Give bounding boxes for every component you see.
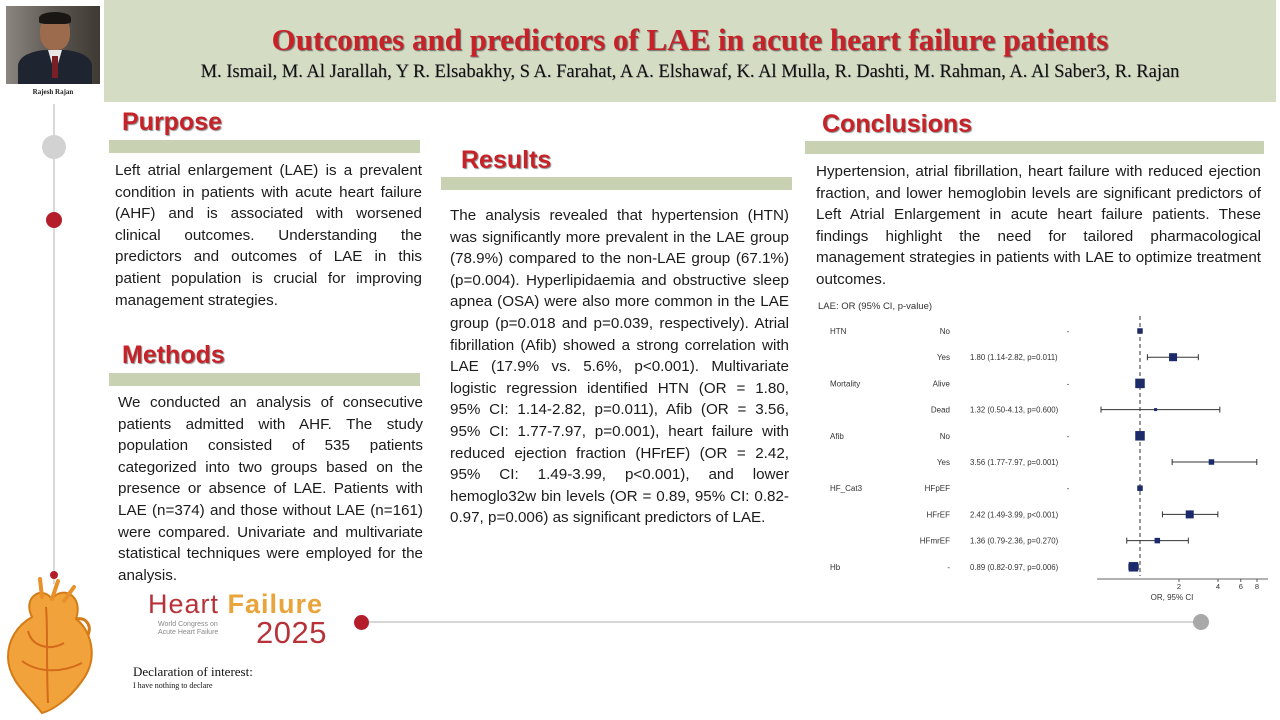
timeline-line [53, 104, 55, 584]
forest-level-label: No [939, 431, 950, 441]
bottom-line [362, 621, 1202, 623]
forest-level-label: Alive [932, 379, 950, 389]
conclusions-text: Hypertension, atrial fibrillation, heart failure with reduced ejection fraction, and lower hemoglobin levels are significant predictors of Left Atrial Enlargement in acute heart failure patients. These findings highlight the need for tailored pharmacological management strategies in patients with LAE to optimize treatment outcomes. [816, 163, 1261, 288]
forest-x-tick-label: 6 [1238, 582, 1243, 591]
forest-level-label: HFpEF [924, 484, 950, 494]
forest-estimate-label: - [1066, 431, 1070, 441]
author-photo [6, 6, 100, 84]
forest-point [1129, 562, 1139, 572]
forest-estimate-label: 3.56 (1.77-7.97, p=0.001) [970, 458, 1059, 467]
logo-subtitle [158, 621, 218, 637]
methods-text: We conducted an analysis of consecutive patients admitted with AHF. The study population consisted of 535 patients categorized into two groups based on the presence or absence of LAE. Patients with LAE (n=374) and those without LAE (n=161) were compared. Univariate and multivariate statistical techniques were employed for the analysis. [118, 394, 423, 584]
forest-level-label: HFrEF [926, 510, 950, 520]
forest-level-label: Dead [930, 405, 950, 415]
conclusions-heading: Conclusions [822, 110, 973, 138]
logo-failure-text: Failure [227, 589, 324, 619]
logo-sub2: Acute Heart Failure [158, 629, 219, 636]
forest-estimate-label: 1.32 (0.50-4.13, p=0.600) [970, 405, 1059, 415]
bottom-dot-grey [1193, 614, 1209, 630]
forest-level-label: - [947, 562, 950, 572]
forest-estimate-label: - [1066, 379, 1070, 389]
forest-xlabel: OR, 95% CI [1150, 593, 1194, 602]
forest-level-label: Yes [936, 458, 950, 467]
forest-estimate-label: 1.80 (1.14-2.82, p=0.011) [970, 353, 1058, 363]
forest-x-tick-label: 4 [1215, 582, 1221, 591]
methods-heading: Methods [122, 341, 225, 369]
forest-level-label: HFmrEF [919, 536, 950, 546]
forest-variable-label: Afib [830, 431, 844, 441]
forest-point [1169, 353, 1177, 361]
forest-level-label: Yes [936, 353, 950, 363]
timeline-dot-grey [42, 135, 66, 159]
logo-sub1: World Congress on [158, 621, 218, 628]
results-text: The analysis revealed that hypertension (HTN) was significantly more prevalent in the LAE group (78.9%) compared to the non-LAE group (67.1%) (p=0.004). Hyperlipidaemia and obstructive sleep apnea (OSA) were also more common in the LAE group (p=0.018 and p=0.039, respectively). Atrial fibrillation (Afib) showed a strong correlation with LAE (17.9% vs. 5.6%, p<0.001). Multivariate logistic regression identified HTN (OR = 1.80, 95% CI: 1.14-2.82, p=0.011), Afib (OR = 3.56, 95% CI: 1.77-7.97, p=0.001), heart failure with reduced ejection fraction (HFrEF) (OR = 2.42, 95% CI: 1.49-3.99, p<0.001), and lower hemoglo32w bin levels (OR = 0.89, 95% CI: 0.82-0.97, p=0.006) as significant predictors of LAE. [450, 207, 789, 527]
logo-heart-text: Heart [148, 589, 220, 619]
results-heading: Results [461, 146, 552, 174]
forest-estimate-label: - [1066, 484, 1070, 494]
forest-estimate-label: 1.36 (0.79-2.36, p=0.270) [970, 536, 1059, 546]
forest-point [1186, 510, 1194, 518]
forest-point [1155, 538, 1161, 544]
forest-estimate-label: 2.42 (1.49-3.99, p<0.001) [970, 510, 1059, 520]
bottom-dot-red [354, 615, 369, 630]
forest-variable-label: HF_Cat3 [830, 484, 863, 494]
forest-x-tick-label: 8 [1254, 582, 1260, 591]
purpose-heading: Purpose [122, 108, 223, 136]
logo-year: 2025 [256, 615, 327, 650]
forest-title: LAE: OR (95% CI, p-value) [818, 301, 933, 312]
forest-variable-label: Hb [830, 562, 841, 572]
declaration-text: I have nothing to declare [133, 681, 213, 690]
conclusions-bar [805, 141, 1264, 154]
forest-variable-label: HTN [830, 327, 847, 336]
forest-level-label: No [939, 327, 950, 336]
poster-title: Outcomes and predictors of LAE in acute heart failure patients [271, 22, 1109, 57]
forest-point [1209, 459, 1215, 465]
purpose-text: Left atrial enlargement (LAE) is a prevalent condition in patients with acute heart failure (AHF) and is associated with worsened clinical outcomes. Understanding the predictors and outcomes of LAE in this patient population is crucial for improving management strategies. [115, 162, 422, 309]
results-bar [441, 177, 792, 190]
heart-illustration [2, 577, 102, 717]
timeline-dot-red [46, 212, 62, 228]
photo-caption: Rajesh Rajan [32, 88, 74, 96]
forest-estimate-label: 0.89 (0.82-0.97, p=0.006) [970, 562, 1059, 572]
author-list: M. Ismail, M. Al Jarallah, Y R. Elsabakhy, S A. Farahat, A A. Elshawaf, K. Al Mulla, R. Dashti, M. Rahman, A. Al Saber3, R. Rajan [200, 62, 1180, 82]
forest-estimate-label: - [1066, 327, 1070, 336]
declaration-title: Declaration of interest: [133, 664, 253, 679]
purpose-bar [109, 140, 420, 153]
forest-point [1154, 408, 1157, 411]
heart-failure-2025-logo [148, 589, 348, 653]
methods-bar [109, 373, 420, 386]
forest-x-tick-label: 2 [1176, 582, 1182, 591]
forest-variable-label: Mortality [830, 379, 861, 389]
forest-plot [810, 296, 1270, 608]
